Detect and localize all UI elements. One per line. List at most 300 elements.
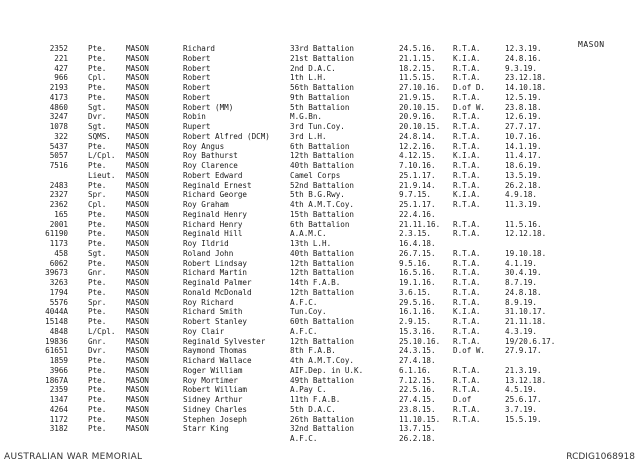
entry-given: Roy Graham: [183, 200, 229, 209]
entry-fate: R.T.A.: [453, 365, 481, 375]
entry-surname: MASON: [126, 131, 149, 141]
entry-unit: 8th F.A.B.: [290, 346, 336, 356]
entry-num: 221: [54, 53, 68, 63]
roll-entry-row: [0, 151, 640, 161]
entry-num: 427: [54, 63, 68, 73]
entry-unit: A.Pay C.: [290, 385, 327, 395]
entry-unit: 11th F.A.B.: [290, 395, 341, 404]
entry-fate: R.T.A.: [453, 229, 481, 239]
entry-date: 7.10.16.: [399, 161, 436, 170]
entry-fate: D.of: [453, 395, 472, 404]
entry-rank: Pte.: [88, 375, 107, 385]
entry-rank: Sgt.: [88, 248, 107, 258]
roll-entry-row: [0, 415, 640, 425]
entry-rank: Pte.: [88, 63, 107, 73]
entry-given: Roy Angus: [183, 141, 225, 151]
entry-fdate: 12.3.19.: [505, 44, 542, 53]
entry-fate: R.T.A.: [453, 317, 481, 326]
entry-fdate: 31.10.17.: [505, 307, 547, 317]
entry-num: 2362: [49, 200, 68, 209]
entry-date: 21.1.15.: [399, 53, 436, 63]
entry-given: Reginald Hill: [183, 229, 243, 239]
entry-date: 29.5.16.: [399, 297, 436, 307]
entry-date: 22.4.16.: [399, 209, 436, 219]
entry-unit: 21st Battalion: [290, 53, 355, 63]
entry-unit: 15th Battalion: [290, 209, 355, 219]
entry-num: 6062: [49, 258, 68, 268]
roll-entry-row: [0, 307, 640, 317]
entry-date: 27.4.18.: [399, 356, 436, 365]
entry-date: 19.1.16.: [399, 278, 436, 287]
roll-entry-row: [0, 112, 640, 122]
entry-unit: 33rd Battalion: [290, 44, 355, 53]
entry-given: Roy Mortimer: [183, 375, 238, 385]
entry-rank: Pte.: [88, 53, 107, 63]
entry-rank: Pte.: [88, 44, 107, 53]
entry-rank: SQMS.: [88, 131, 111, 141]
entry-fate: K.I.A.: [453, 307, 481, 317]
entry-rank: Pte.: [88, 209, 107, 219]
entry-given: Robert Alfred (DCM): [183, 131, 270, 141]
entry-fdate: 27.7.17.: [505, 122, 542, 131]
roll-entry-row: [0, 73, 640, 83]
entry-given: Stephen Joseph: [183, 414, 248, 424]
entry-num: 5437: [49, 141, 68, 151]
entry-date: 2.9.15.: [399, 317, 432, 326]
entry-rank: Pte.: [88, 141, 107, 151]
entry-rank: Gnr.: [88, 336, 107, 346]
entry-fate: K.I.A.: [453, 190, 481, 200]
roll-entry-row: [0, 327, 640, 337]
entry-num: 5057: [49, 151, 68, 161]
entry-fate: R.T.A.: [453, 385, 481, 395]
entry-given: Roy Clarence: [183, 161, 238, 170]
entry-surname: MASON: [126, 73, 149, 83]
entry-given: Robert: [183, 73, 211, 83]
entry-fdate: 4.1.19.: [505, 258, 538, 268]
entry-unit: 26th Battalion: [290, 414, 355, 424]
entry-given: Reginald Ernest: [183, 180, 252, 190]
entry-date: 6.1.16.: [399, 365, 432, 375]
entry-fate: R.T.A.: [453, 287, 481, 297]
entry-fate: R.T.A.: [453, 278, 481, 287]
roll-entry-row: [0, 210, 640, 220]
entry-fate: R.T.A.: [453, 170, 481, 180]
entry-date: 24.5.16.: [399, 44, 436, 53]
entry-fate: R.T.A.: [453, 326, 481, 336]
entry-surname: MASON: [126, 385, 149, 395]
entry-date: 9.5.16.: [399, 258, 432, 268]
entry-fdate: 14.1.19.: [505, 141, 542, 151]
entry-given: Roland John: [183, 248, 234, 258]
entry-fate: R.T.A.: [453, 73, 481, 83]
roll-entry-row: [0, 132, 640, 142]
entry-given: Richard: [183, 44, 216, 53]
entry-rank: Cpl.: [88, 200, 107, 209]
entry-surname: MASON: [126, 112, 149, 122]
entry-unit: 49th Battalion: [290, 375, 355, 385]
entry-surname: MASON: [126, 180, 149, 190]
entry-date: 26.7.15.: [399, 248, 436, 258]
roll-entry-row: [0, 161, 640, 171]
entry-fate: D.of D.: [453, 83, 486, 92]
entry-fdate: 27.9.17.: [505, 346, 542, 356]
entry-surname: MASON: [126, 209, 149, 219]
entry-surname: MASON: [126, 170, 149, 180]
entry-fdate: 3.7.19.: [505, 404, 538, 414]
entry-fdate: 8.7.19.: [505, 278, 538, 287]
entry-given: Richard Henry: [183, 219, 243, 229]
entry-surname: MASON: [126, 317, 149, 326]
entry-fdate: 8.9.19.: [505, 297, 538, 307]
entry-fdate: 11.4.17.: [505, 151, 542, 161]
entry-num: 3263: [49, 278, 68, 287]
entry-date: 20.10.15.: [399, 122, 441, 131]
entry-surname: MASON: [126, 190, 149, 200]
entry-unit: A.F.C.: [290, 434, 318, 443]
entry-fate: R.T.A.: [453, 336, 481, 346]
entry-unit: 4th A.M.T.Coy.: [290, 200, 355, 209]
entry-surname: MASON: [126, 297, 149, 307]
entry-fate: R.T.A.: [453, 180, 481, 190]
entry-rank: Pte.: [88, 385, 107, 395]
entry-surname: MASON: [126, 375, 149, 385]
roll-entry-row: [0, 190, 640, 200]
entry-rank: Pte.: [88, 258, 107, 268]
entry-num: 3247: [49, 112, 68, 122]
entry-unit: AIF.Dep. in U.K.: [290, 365, 364, 375]
entry-given: Roy Richard: [183, 297, 234, 307]
entry-num: 61651: [45, 346, 68, 356]
entry-given: Roy Ildrid: [183, 239, 229, 248]
roll-entry-row: [0, 171, 640, 181]
entry-fdate: 13.12.18.: [505, 375, 547, 385]
entry-num: 2483: [49, 180, 68, 190]
entry-fdate: 10.7.16.: [505, 131, 542, 141]
entry-rank: Sgt.: [88, 102, 107, 112]
entry-unit: 3rd L.H.: [290, 131, 327, 141]
entry-surname: MASON: [126, 239, 149, 248]
entry-fate: R.T.A.: [453, 375, 481, 385]
entry-date: 20.9.16.: [399, 112, 436, 122]
entry-unit: 5th D.A.C.: [290, 404, 336, 414]
entry-rank: Sgt.: [88, 122, 107, 131]
entry-unit: 5th Battalion: [290, 102, 350, 112]
entry-num: 61190: [45, 229, 68, 239]
roll-entry-row: [0, 181, 640, 191]
entry-unit: A.A.M.C.: [290, 229, 327, 239]
entry-surname: MASON: [126, 326, 149, 336]
entry-fdate: 24.8.16.: [505, 53, 542, 63]
entry-rank: Pte.: [88, 161, 107, 170]
entry-fdate: 4.5.19.: [505, 385, 538, 395]
roll-entry-row: [0, 288, 640, 298]
entry-surname: MASON: [126, 151, 149, 161]
entry-unit: 9th Battalion: [290, 92, 350, 102]
entry-rank: Dvr.: [88, 112, 107, 122]
entry-unit: 4th A.M.T.Coy.: [290, 356, 355, 365]
entry-fdate: 15.5.19.: [505, 414, 542, 424]
footer: [0, 446, 640, 466]
entry-given: Robert: [183, 53, 211, 63]
entry-given: Robert (MM): [183, 102, 234, 112]
entry-given: Robert: [183, 63, 211, 73]
entry-num: 1173: [49, 239, 68, 248]
entry-unit: 52nd Battalion: [290, 180, 355, 190]
entry-date: 22.5.16.: [399, 385, 436, 395]
entry-num: 39673: [45, 268, 68, 278]
entry-num: 4044A: [45, 307, 68, 317]
entry-fate: D.of W.: [453, 346, 486, 356]
entry-fate: R.T.A.: [453, 248, 481, 258]
entry-fate: R.T.A.: [453, 297, 481, 307]
entry-unit: 12th Battalion: [290, 287, 355, 297]
entry-num: 1172: [49, 414, 68, 424]
roll-entry-row: [0, 278, 640, 288]
entry-unit: 5th B.G.Rwy.: [290, 190, 345, 200]
entry-date: 27.10.16.: [399, 83, 441, 92]
entry-unit: 3rd Tun.Coy.: [290, 122, 345, 131]
entry-fdate: 4.3.19.: [505, 326, 538, 336]
entry-surname: MASON: [126, 278, 149, 287]
entry-surname: MASON: [126, 44, 149, 53]
entry-rank: L/Cpl.: [88, 326, 116, 336]
entry-fdate: 26.2.18.: [505, 180, 542, 190]
entry-surname: MASON: [126, 424, 149, 434]
entry-fdate: 23.8.18.: [505, 102, 542, 112]
entry-num: 2352: [49, 44, 68, 53]
entry-rank: Cpl.: [88, 73, 107, 83]
entry-surname: MASON: [126, 53, 149, 63]
roll-entry-row: [0, 93, 640, 103]
entry-unit: 40th Battalion: [290, 161, 355, 170]
entry-num: 4848: [49, 326, 68, 336]
entry-fdate: 12.12.18.: [505, 229, 547, 239]
entry-rank: Pte.: [88, 395, 107, 404]
entry-fate: D.of W.: [453, 102, 486, 112]
entry-date: 16.4.18.: [399, 239, 436, 248]
entry-unit: 56th Battalion: [290, 83, 355, 92]
entry-fate: R.T.A.: [453, 219, 481, 229]
entry-fate: R.T.A.: [453, 44, 481, 53]
entry-given: Reginald Henry: [183, 209, 248, 219]
entry-date: 26.2.18.: [399, 434, 436, 443]
entry-date: 4.12.15.: [399, 151, 436, 161]
entry-date: 2.3.15.: [399, 229, 432, 239]
entry-rank: Pte.: [88, 424, 107, 434]
entry-surname: MASON: [126, 229, 149, 239]
entry-given: Sidney Arthur: [183, 395, 243, 404]
roll-entry-row: [0, 259, 640, 269]
entry-rank: Pte.: [88, 414, 107, 424]
entry-date: 15.3.16.: [399, 326, 436, 336]
entry-given: Richard Wallace: [183, 356, 252, 365]
entry-unit: 1th L.H.: [290, 73, 327, 83]
entry-rank: Dvr.: [88, 346, 107, 356]
roll-entry-row: [0, 44, 640, 54]
entry-date: 18.2.15.: [399, 63, 436, 73]
entry-fate: R.T.A.: [453, 404, 481, 414]
entry-surname: MASON: [126, 258, 149, 268]
entry-surname: MASON: [126, 200, 149, 209]
entry-num: 1867A: [45, 375, 68, 385]
entry-fdate: 19.10.18.: [505, 248, 547, 258]
entry-rank: Gnr.: [88, 268, 107, 278]
entry-surname: MASON: [126, 268, 149, 278]
entry-rank: Pte.: [88, 287, 107, 297]
entry-num: 7516: [49, 161, 68, 170]
entry-fdate: 30.4.19.: [505, 268, 542, 278]
entry-rank: Pte.: [88, 83, 107, 92]
entry-fate: R.T.A.: [453, 92, 481, 102]
entry-given: Roger William: [183, 365, 243, 375]
entry-unit: M.G.Bn.: [290, 112, 323, 122]
entry-given: Roy Bathurst: [183, 151, 238, 161]
entry-unit: 32nd Battalion: [290, 424, 355, 434]
entry-given: Robert: [183, 92, 211, 102]
roll-entry-row: [0, 249, 640, 259]
entry-rank: Lieut.: [88, 170, 116, 180]
entry-date: 7.12.15.: [399, 375, 436, 385]
entry-fate: R.T.A.: [453, 131, 481, 141]
entry-date: 21.9.15.: [399, 92, 436, 102]
entry-surname: MASON: [126, 141, 149, 151]
entry-surname: MASON: [126, 336, 149, 346]
entry-fdate: 13.5.19.: [505, 170, 542, 180]
entry-unit: 6th Battalion: [290, 219, 350, 229]
entry-date: 25.1.17.: [399, 200, 436, 209]
header-surname: MASON: [578, 40, 605, 49]
entry-fdate: 25.6.17.: [505, 395, 542, 404]
entry-given: Starr King: [183, 424, 229, 434]
entry-date: 12.2.16.: [399, 141, 436, 151]
entry-rank: Pte.: [88, 180, 107, 190]
entry-date: 24.3.15.: [399, 346, 436, 356]
entry-surname: MASON: [126, 287, 149, 297]
entry-num: 458: [54, 248, 68, 258]
entry-rank: Spr.: [88, 190, 107, 200]
entry-given: Sidney Charles: [183, 404, 248, 414]
entry-surname: MASON: [126, 404, 149, 414]
entry-date: 9.7.15.: [399, 190, 432, 200]
entry-rank: Pte.: [88, 229, 107, 239]
entry-date: 16.5.16.: [399, 268, 436, 278]
entry-num: 4264: [49, 404, 68, 414]
entry-unit: 40th Battalion: [290, 248, 355, 258]
entry-fdate: 19/20.6.17.: [505, 336, 556, 346]
roll-entry-row: [0, 395, 640, 405]
entry-given: Robin: [183, 112, 206, 122]
entry-num: 4860: [49, 102, 68, 112]
entry-surname: MASON: [126, 395, 149, 404]
roll-entry-row: [0, 239, 640, 249]
entry-num: 1347: [49, 395, 68, 404]
roll-entry-row: [0, 54, 640, 64]
roll-entry-row: [0, 229, 640, 239]
roll-entry-row: [0, 83, 640, 93]
entry-fdate: 4.9.18.: [505, 190, 538, 200]
entry-num: 1794: [49, 287, 68, 297]
roll-entry-row: [0, 405, 640, 415]
entry-given: Reginald Palmer: [183, 278, 252, 287]
entry-unit: 12th Battalion: [290, 258, 355, 268]
entry-rank: Pte.: [88, 92, 107, 102]
entry-num: 15148: [45, 317, 68, 326]
entry-num: 2001: [49, 219, 68, 229]
entry-num: 2359: [49, 385, 68, 395]
roll-entry-row: [0, 346, 640, 356]
entry-fdate: 18.6.19.: [505, 161, 542, 170]
entry-rank: Spr.: [88, 297, 107, 307]
roll-entry-row: [0, 298, 640, 308]
entry-date: 3.6.15.: [399, 287, 432, 297]
entry-date: 11.5.15.: [399, 73, 436, 83]
entry-rank: Pte.: [88, 219, 107, 229]
entry-num: 966: [54, 73, 68, 83]
entry-given: Robert William: [183, 385, 248, 395]
entry-fate: R.T.A.: [453, 268, 481, 278]
entry-num: 1859: [49, 356, 68, 365]
entry-unit: 6th Battalion: [290, 141, 350, 151]
entry-date: 20.10.15.: [399, 102, 441, 112]
entry-fdate: 23.12.18.: [505, 73, 547, 83]
entry-num: 19836: [45, 336, 68, 346]
roll-entry-row: [0, 356, 640, 366]
entry-surname: MASON: [126, 365, 149, 375]
entry-surname: MASON: [126, 92, 149, 102]
roll-entry-row: [0, 122, 640, 132]
entry-num: 2193: [49, 83, 68, 92]
roll-entry-row: [0, 268, 640, 278]
entry-fate: R.T.A.: [453, 112, 481, 122]
roll-entry-row: [0, 434, 640, 444]
entry-rank: Pte.: [88, 278, 107, 287]
entry-num: 322: [54, 131, 68, 141]
entry-surname: MASON: [126, 63, 149, 73]
entry-num: 3966: [49, 365, 68, 375]
roll-entry-row: [0, 142, 640, 152]
entry-given: Raymond Thomas: [183, 346, 248, 356]
entry-given: Rupert: [183, 122, 211, 131]
entry-surname: MASON: [126, 102, 149, 112]
entry-date: 23.8.15.: [399, 404, 436, 414]
entry-unit: 12th Battalion: [290, 268, 355, 278]
roll-entry-row: [0, 424, 640, 434]
entry-num: 4173: [49, 92, 68, 102]
entry-fate: R.T.A.: [453, 161, 481, 170]
entry-unit: A.F.C.: [290, 326, 318, 336]
entry-fate: R.T.A.: [453, 122, 481, 131]
entry-date: 21.11.16.: [399, 219, 441, 229]
entry-surname: MASON: [126, 122, 149, 131]
entry-given: Robert Lindsay: [183, 258, 248, 268]
entry-rank: Pte.: [88, 365, 107, 375]
entry-date: 16.1.16.: [399, 307, 436, 317]
entry-given: Ronald McDonald: [183, 287, 252, 297]
entry-surname: MASON: [126, 307, 149, 317]
roll-entry-row: [0, 317, 640, 327]
entry-surname: MASON: [126, 219, 149, 229]
entry-surname: MASON: [126, 248, 149, 258]
entry-fdate: 21.11.18.: [505, 317, 547, 326]
entry-fdate: 9.3.19.: [505, 63, 538, 73]
entry-given: Robert: [183, 83, 211, 92]
footer-record-id: RCDIG1068918: [566, 452, 635, 462]
entry-given: Roy Clair: [183, 326, 225, 336]
entry-surname: MASON: [126, 414, 149, 424]
footer-archive-name: AUSTRALIAN WAR MEMORIAL: [4, 452, 143, 462]
roll-entry-row: [0, 376, 640, 386]
